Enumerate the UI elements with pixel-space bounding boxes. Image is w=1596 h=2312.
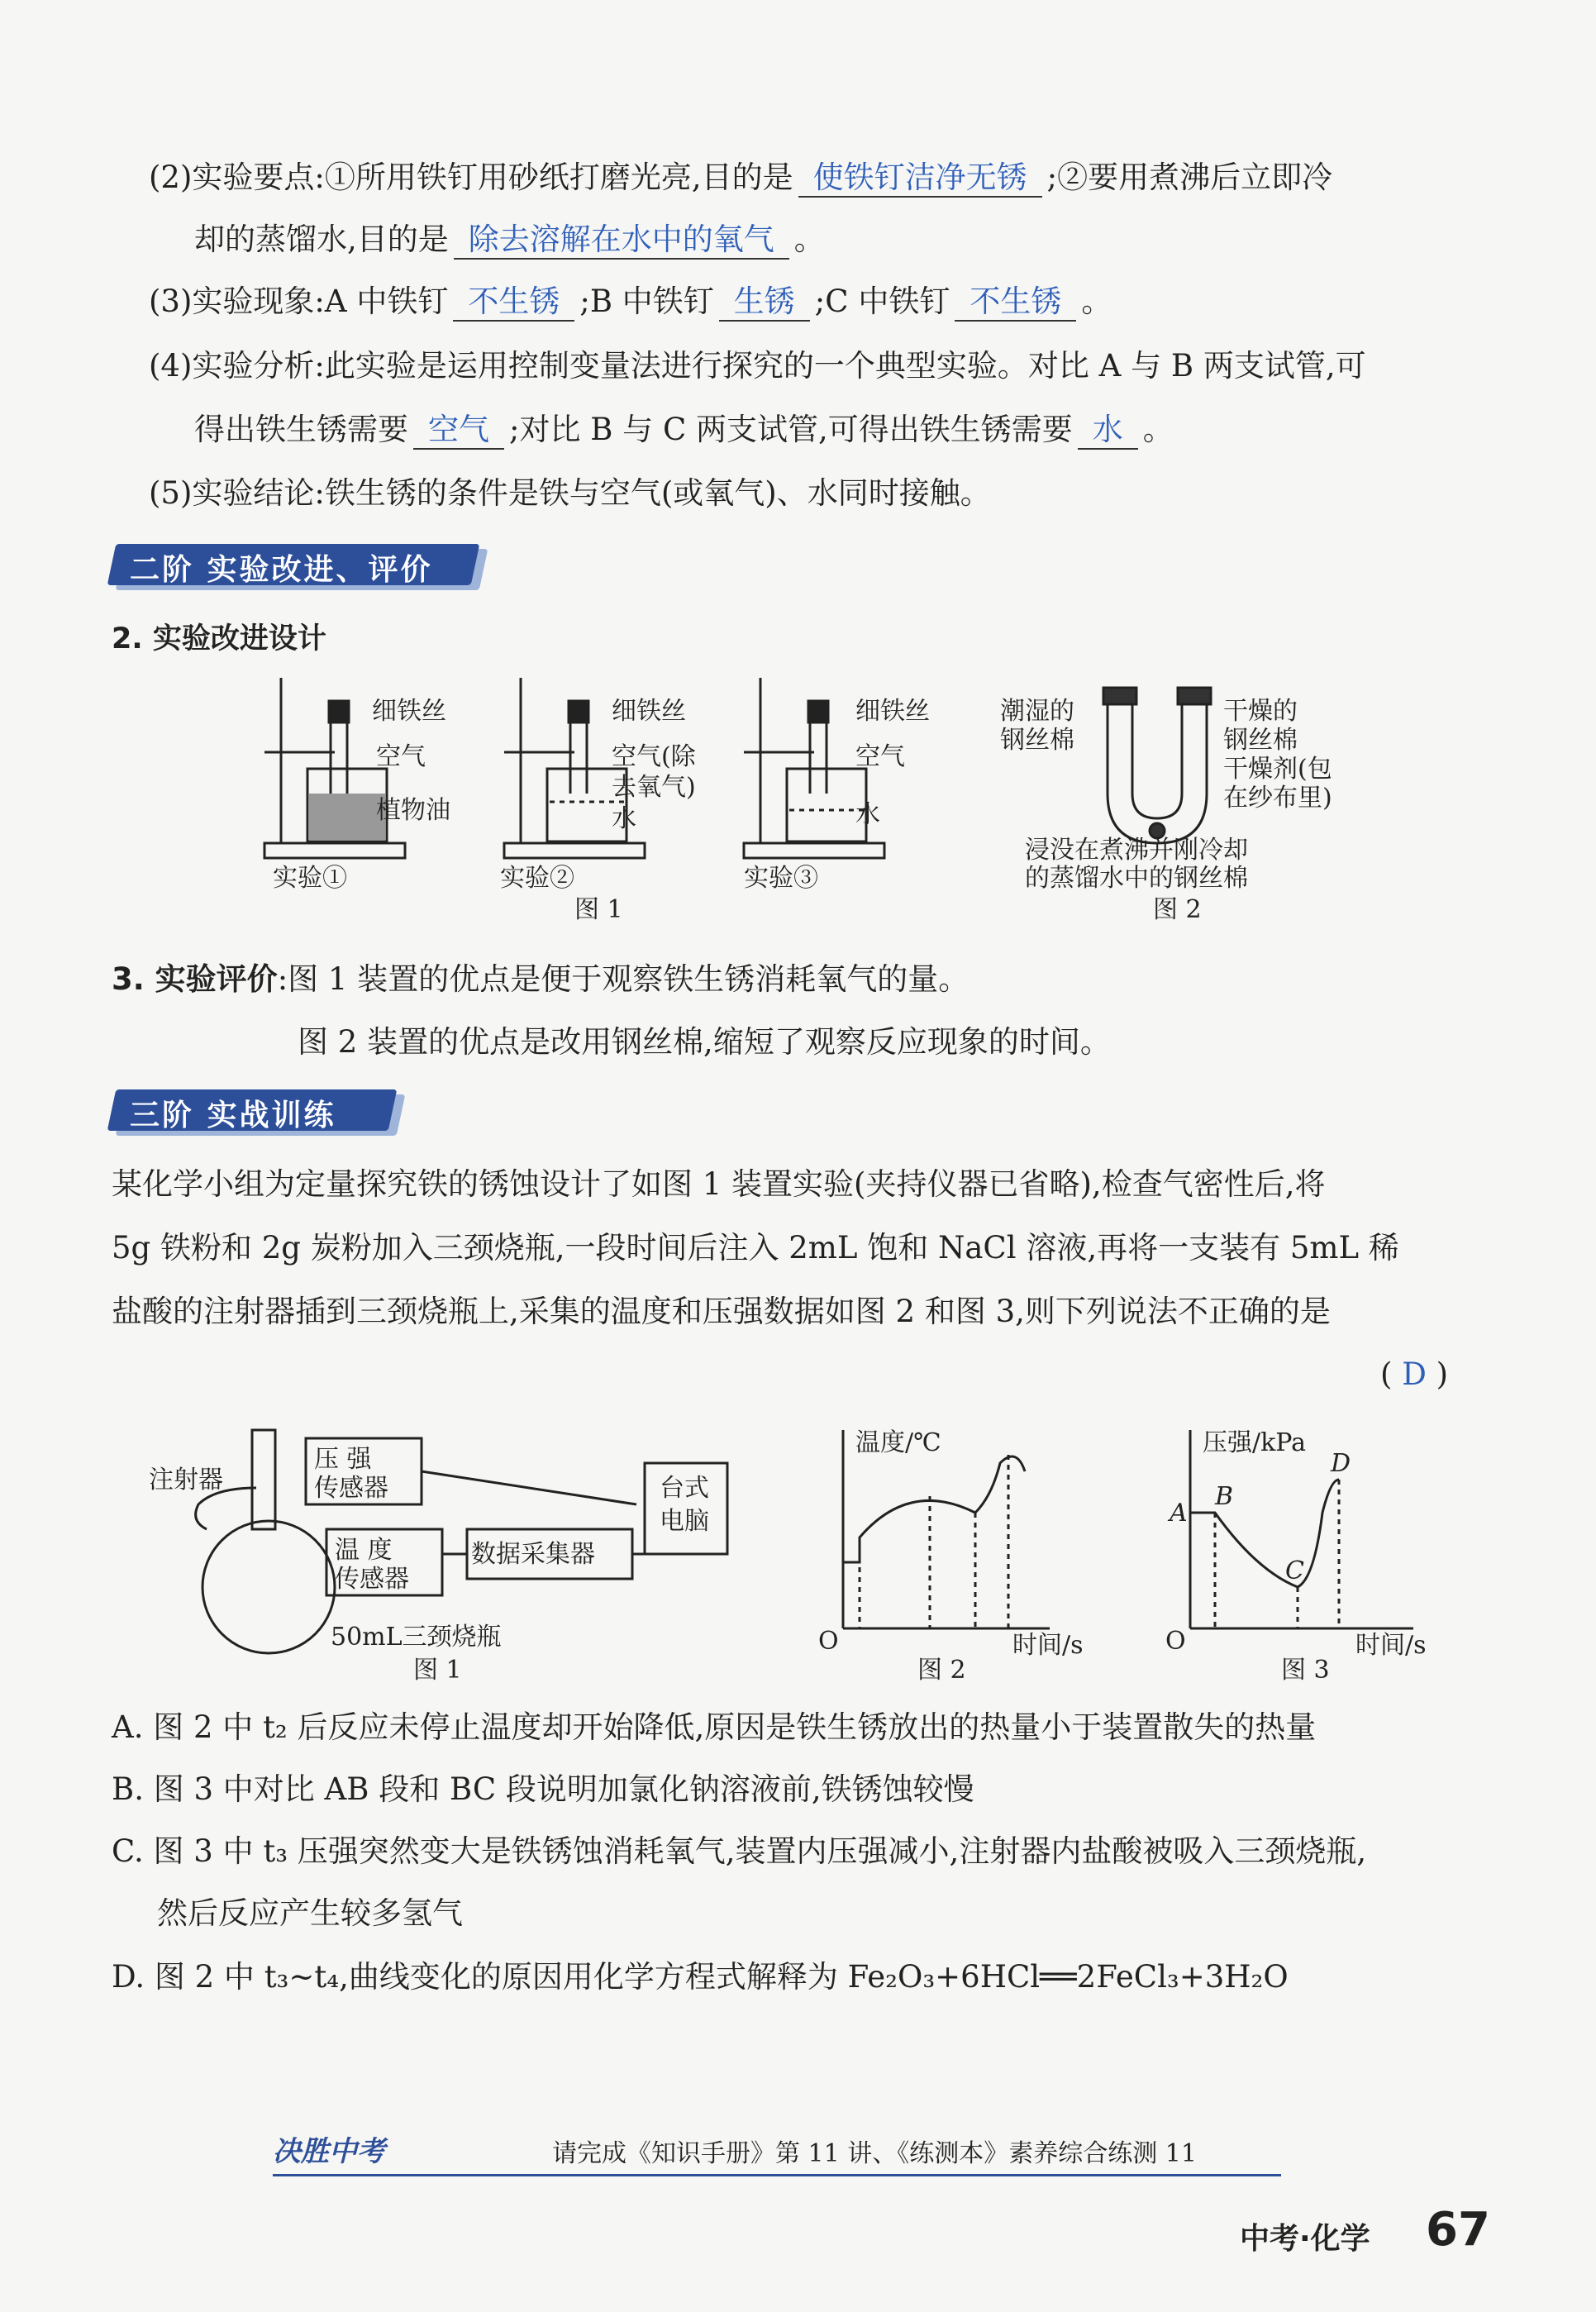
label-pc-2: 电脑 (660, 1507, 709, 1536)
item2-line2 (194, 219, 825, 260)
option-c-line2: 然后反应产生较多氢气 (157, 1895, 463, 1931)
fig1-caption: 图 1 (574, 895, 623, 924)
blank-air[interactable]: 空气 (413, 412, 504, 450)
answer-bracket (1380, 1354, 1448, 1395)
blank-b[interactable]: 生锈 (719, 284, 810, 322)
eval-text-1: :图 1 装置的优点是便于观察铁生锈消耗氧气的量。 (277, 961, 970, 997)
u-tube (1103, 688, 1211, 843)
item4-text-c: ;对比 B 与 C 两支试管,可得出铁生锈需要 (509, 412, 1073, 447)
corrosion-figures (141, 1413, 1479, 1686)
fig2-wet-1: 潮湿的 (1000, 697, 1074, 726)
exp1-label: 实验① (273, 864, 347, 893)
fig2-dry-1: 干燥的 (1223, 697, 1298, 726)
fig3-point-d: D (1331, 1449, 1351, 1478)
exp2-label-water: 水 (612, 804, 636, 833)
blank-purpose[interactable]: 使铁钉洁净无锈 (798, 160, 1042, 198)
option-b[interactable]: B. 图 3 中对比 AB 段和 BC 段说明加氯化钠溶液前,铁锈蚀较慢 (112, 1771, 974, 1807)
pressure-chart (1190, 1430, 1413, 1628)
answer-open: ( (1380, 1356, 1393, 1392)
item4-end: 。 (1142, 412, 1174, 447)
stem-line2: 5g 铁粉和 2g 炭粉加入三颈烧瓶,一段时间后注入 2mL 饱和 NaCl 溶液,再将一支装有 5mL 稀 (112, 1230, 1399, 1266)
eval-line2: 图 2 装置的优点是改用钢丝棉,缩短了观察反应现象的时间。 (298, 1024, 1111, 1060)
fig3-1-caption: 图 1 (413, 1656, 462, 1685)
label-collector: 数据采集器 (471, 1540, 595, 1569)
fig3-caption-s3: 图 3 (1281, 1656, 1330, 1685)
blank-h2o[interactable]: 水 (1078, 412, 1138, 450)
section3-tag (112, 1084, 492, 1136)
fig2-origin: O (818, 1627, 839, 1656)
item2-text-b: ;②要用煮沸后立即冷 (1046, 160, 1333, 195)
option-a[interactable]: A. 图 2 中 t₂ 后反应未停止温度却开始降低,原因是铁生锈放出的热量小于装置散失的热量 (112, 1709, 1317, 1745)
fig2-soaked-2: 的蒸馏水中的钢丝棉 (1025, 864, 1248, 893)
flask-apparatus (196, 1430, 727, 1653)
fig2-xlabel: 时间/s (1012, 1631, 1084, 1660)
eval-label: 3. 实验评价 (112, 961, 278, 997)
eval-line1 (112, 959, 969, 1000)
item3-text-a: (3)实验现象:A 中铁钉 (149, 284, 449, 319)
label-syringe: 注射器 (149, 1466, 223, 1494)
temperature-chart (843, 1430, 1050, 1628)
item4-text-b: 得出铁生锈需要 (194, 412, 408, 447)
item3-text-c: ;C 中铁钉 (814, 284, 950, 319)
label-temp-2: 传感器 (335, 1565, 409, 1594)
item3-end: 。 (1081, 284, 1112, 319)
fig3-point-c: C (1285, 1556, 1304, 1585)
blank-c[interactable]: 不生锈 (955, 284, 1076, 322)
label-temp-1: 温 度 (335, 1536, 393, 1565)
fig3-xlabel: 时间/s (1355, 1631, 1427, 1660)
option-c-line1[interactable]: C. 图 3 中 t₃ 压强突然变大是铁锈蚀消耗氧气,装置内压强减小,注射器内盐酸被吸入三颈烧瓶, (112, 1833, 1367, 1869)
option-d[interactable]: D. 图 2 中 t₃~t₄,曲线变化的原因用化学方程式解释为 Fe₂O₃+6HCl══2FeCl₃+3H₂O (112, 1959, 1289, 1995)
exp2-label-air1: 空气(除 (612, 742, 696, 771)
item3-text-b: ;B 中铁钉 (579, 284, 714, 319)
footer-rule (273, 2174, 1281, 2176)
footer-note: 请完成《知识手册》第 11 讲、《练测本》素养综合练测 11 (552, 2139, 1197, 2168)
exp3-label-air: 空气 (855, 742, 905, 771)
exp2-label: 实验② (500, 864, 574, 893)
item2-text-a: (2)实验要点:①所用铁钉用砂纸打磨光亮,目的是 (149, 160, 793, 195)
exp1-label-air: 空气 (376, 742, 426, 771)
fig3-point-a: A (1170, 1499, 1188, 1528)
section2-tag-text: 二阶 实验改进、评价 (130, 553, 433, 587)
item2-text-c: 却的蒸馏水,目的是 (194, 222, 449, 257)
section2-heading: 2. 实验改进设计 (112, 622, 326, 655)
fig3-origin: O (1165, 1627, 1186, 1656)
improved-design-figure (248, 670, 1405, 934)
footer-brand: 决胜中考 (273, 2135, 385, 2168)
fig3-point-b: B (1215, 1482, 1234, 1511)
exp3-label: 实验③ (744, 864, 818, 893)
fig3-ylabel: 压强/kPa (1203, 1428, 1307, 1457)
item4-line2 (194, 409, 1174, 450)
fig2-dry-2: 钢丝棉 (1223, 726, 1298, 755)
exp1-label-oil: 植物油 (376, 796, 450, 825)
fig2-desiccant-1: 干燥剂(包 (1223, 755, 1332, 784)
exp2-label-air2: 去氧气) (612, 773, 696, 802)
item2-end: 。 (793, 222, 825, 257)
section3-tag-text: 三阶 实战训练 (130, 1099, 336, 1132)
exp3-label-wire: 细铁丝 (855, 697, 930, 726)
section2-tag (112, 539, 492, 590)
item5-line: (5)实验结论:铁生锈的条件是铁与空气(或氧气)、水同时接触。 (149, 475, 991, 511)
blank-water[interactable]: 除去溶解在水中的氧气 (454, 222, 789, 260)
answer-value: D (1402, 1356, 1427, 1392)
footer-subject: 中考·化学 (1240, 2222, 1370, 2256)
fig2-desiccant-2: 在纱布里) (1223, 784, 1332, 813)
exp1-label-wire: 细铁丝 (372, 697, 446, 726)
label-pc-1: 台式 (660, 1474, 709, 1503)
blank-a[interactable]: 不生锈 (453, 284, 574, 322)
fig2-caption: 图 2 (1153, 895, 1202, 924)
fig2-ylabel: 温度/℃ (855, 1428, 941, 1457)
label-pressure-2: 传感器 (314, 1474, 388, 1503)
fig2-wet-2: 钢丝棉 (1000, 726, 1074, 755)
exp3-label-water: 水 (855, 800, 880, 829)
label-flask: 50mL三颈烧瓶 (331, 1623, 502, 1652)
item3-line (149, 281, 1112, 322)
fig2-caption-s3: 图 2 (917, 1656, 966, 1685)
stem-line1: 某化学小组为定量探究铁的锈蚀设计了如图 1 装置实验(夹持仪器已省略),检查气密性后,将 (112, 1166, 1326, 1202)
page-number: 67 (1426, 2203, 1490, 2257)
item2-line1 (149, 157, 1332, 198)
label-pressure-1: 压 强 (314, 1445, 372, 1474)
answer-close: ) (1436, 1356, 1449, 1392)
stem-line3: 盐酸的注射器插到三颈烧瓶上,采集的温度和压强数据如图 2 和图 3,则下列说法不正确的是 (112, 1294, 1331, 1329)
exp2-label-wire: 细铁丝 (612, 697, 686, 726)
fig2-soaked-1: 浸没在煮沸并刚冷却 (1025, 836, 1248, 865)
item4-line1: (4)实验分析:此实验是运用控制变量法进行探究的一个典型实验。对比 A 与 B 两支试管,可 (149, 348, 1366, 384)
